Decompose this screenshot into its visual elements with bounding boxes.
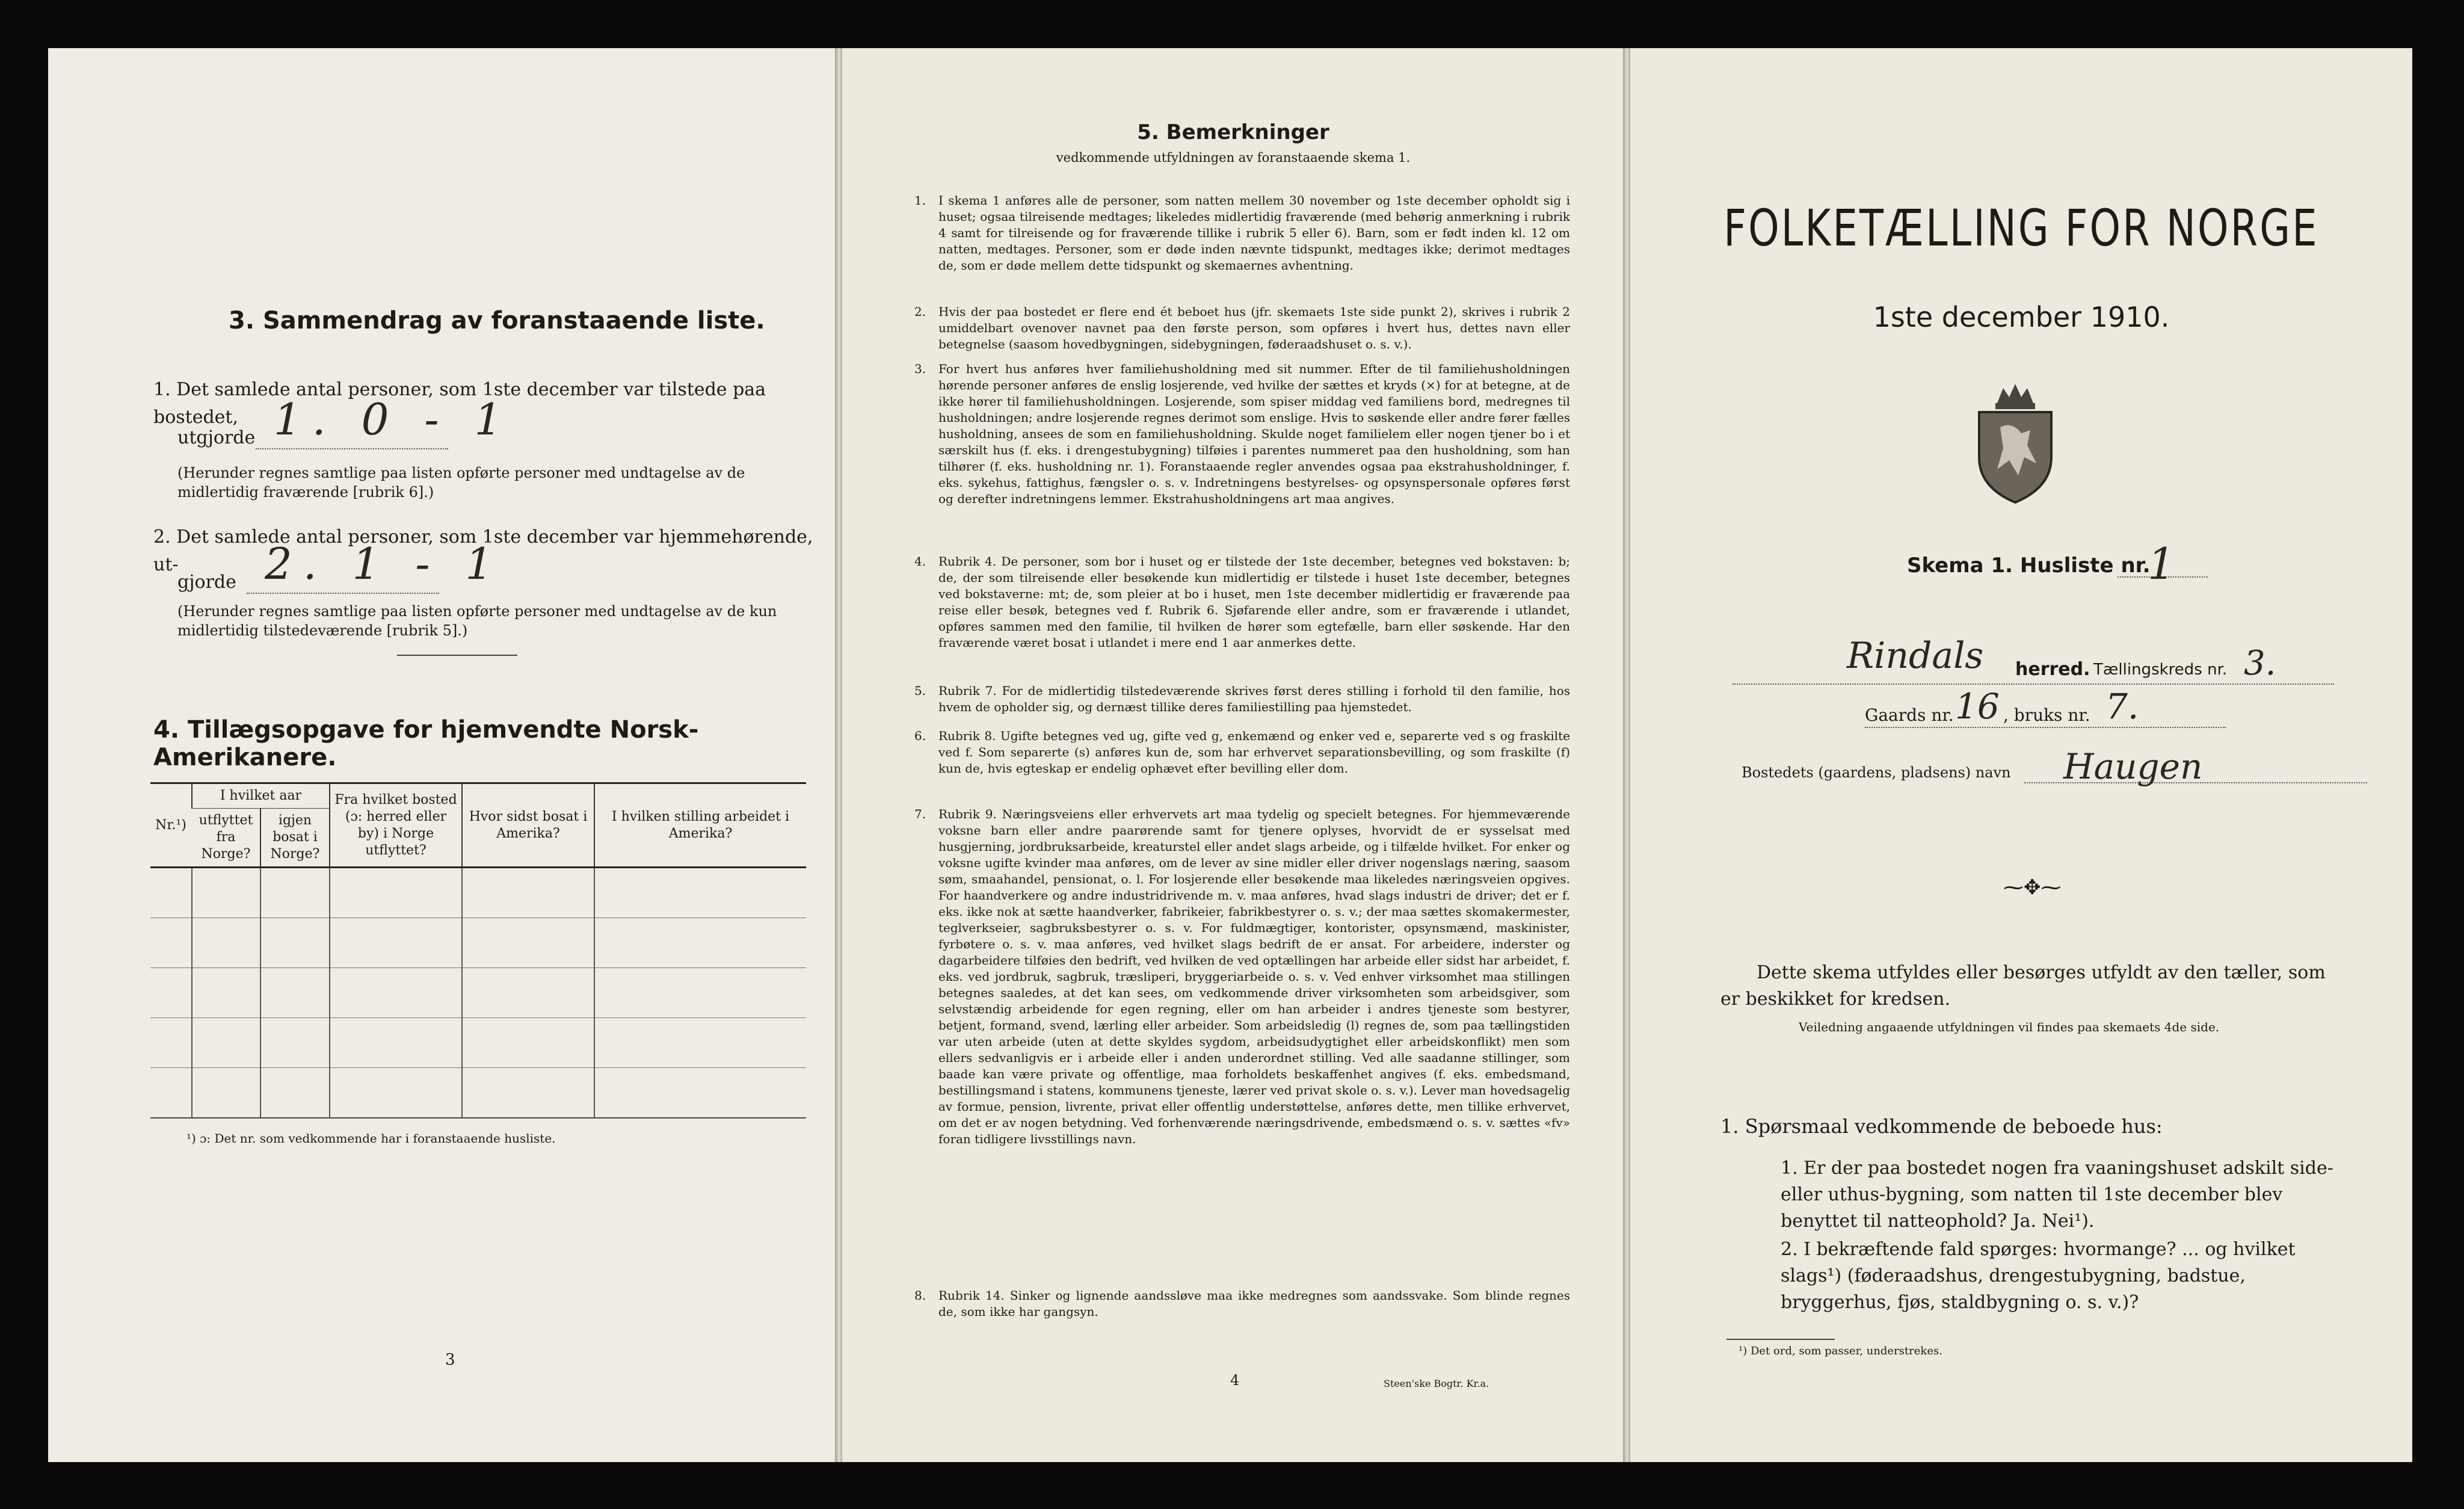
remark-item-1: 1. I skema 1 anføres alle de personer, som natten mellem 30 november og 1ste december opholdt sig i huset; ogsaa tilreisende medtages; likeledes midlertidig fraværende (med behørig anmerkning i rubrik 4 samt for tilreisende og for fraværende tillike i rubrik 5 eller 6). Barn, som er født inden kl. 12 om natten, medtages. Personer, som er døde inden nævnte tidspunkt, medtages ikke; derimot medtages de, som er døde mellem dette tidspunkt og skemaernes avhentning. (914, 193, 1570, 273)
col-group: I hvilket aar (192, 783, 330, 809)
section3-item2-note: (Herunder regnes samtlige paa listen opførte personer med undtagelse av de kun midlertidig tilstedeværende [rubrik 5].) (177, 603, 777, 639)
col-utflyttet: utflyttet fra Norge? (199, 813, 253, 862)
section3-item1-handwritten: 1. 0 - 1 (274, 394, 513, 445)
table-row (150, 1018, 806, 1068)
krets-value: 3. (2244, 644, 2276, 683)
skema-label: Skema 1. Husliste nr. (1907, 554, 2151, 578)
divider (1726, 1339, 1835, 1340)
question-1: 1. Er der paa bostedet nogen fra vaaningshuset adskilt side- eller uthus-bygning, som natten til 1ste december blev benyttet til natteophold? Ja. Nei¹). (1781, 1158, 2333, 1232)
page-left (48, 48, 836, 1462)
dotted-line (247, 593, 439, 594)
veiledning-text: Veiledning angaaende utfyldningen vil findes paa skemaets 4de side. (1799, 1020, 2220, 1034)
census-title: FOLKETÆLLING FOR NORGE (1723, 199, 2319, 258)
intro-text: Dette skema utfyldes eller besørges utfyldt av den tæller, som er beskikket for kredsen. (1720, 962, 2326, 1010)
dotted-line (256, 448, 448, 449)
page-right (1630, 48, 2412, 1462)
section4-footnote: ¹) ɔ: Det nr. som vedkommende har i foranstaaende husliste. (186, 1131, 556, 1146)
col-fra: Fra hvilket bosted (ɔ: herred eller by) i Norge utflyttet? (330, 783, 462, 868)
printer-mark: Steen'ske Bogtr. Kr.a. (1384, 1378, 1489, 1389)
section3-item2-handwritten: 2. 1 - 1 (265, 538, 504, 589)
remark-item-2: 2. Hvis der paa bostedet er flere end ét beboet hus (jfr. skemaets 1ste side punkt 2), skrives i rubrik 2 umiddelbart ovenover navnet paa den første person, som opføres i hvert hus, dettes navn eller betegnelse (saasom hovedbygningen, sidebygningen, føderaadshuset o. s. v.). (914, 304, 1570, 351)
table-row (150, 868, 806, 918)
section3-item1-prefix: utgjorde (177, 427, 256, 448)
page-number: 3 (445, 1351, 455, 1369)
norsk-amerikanere-table (150, 782, 806, 1119)
remarks-subtitle: vedkommende utfyldningen av foranstaaende skema 1. (1056, 150, 1411, 165)
ornament-icon: ⁓✥⁓ (2003, 875, 2062, 900)
remarks-title: 5. Bemerkninger (1137, 120, 1329, 144)
gaards-value: 16 (1955, 686, 2000, 727)
table-row (150, 918, 806, 968)
col-hvor: Hvor sidst bosat i Amerika? (462, 783, 594, 868)
page-number: 4 (1230, 1372, 1240, 1389)
gaards-label: Gaards nr. (1865, 705, 1954, 725)
col-nr: Nr.¹) (150, 783, 192, 868)
table-row (150, 1068, 806, 1119)
remark-item-8: 8. Rubrik 14. Sinker og lignende aandssløve maa ikke medregnes som aandssvake. Som blinde regnes de, som ikke har gangsyn. (914, 1288, 1570, 1319)
divider (397, 655, 517, 656)
section3-item2: 2. Det samlede antal personer, som 1ste december var hjemmehørende, ut- (153, 526, 813, 575)
census-date: 1ste december 1910. (1873, 301, 2170, 333)
section3-title: 3. Sammendrag av foranstaaende liste. (229, 307, 765, 335)
remark-item-7: 7. Rubrik 9. Næringsveiens eller erhvervets art maa tydelig og specielt betegnes. For hjemmeværende voksne barn eller andre paarørende samt for tjenere oplyses, hvorvidt de er sysselsat med husgjerning, jordbruksarbeide, kreaturstel eller andet slags arbeide, og i tilfælde hvilket. For enker og voksne ugifte kvinder maa anføres, om de lever av sine midler eller driver nogenslags næring, saasom søm, smaahandel, pensionat, o. l. For losjerende eller besøkende maa likeledes næringsveien opgives. For haandverkere og andre industridrivende m. v. maa anføres, hvad slags industri de driver; det er f. eks. ikke nok at sætte haandverker, fabrikeier, fabrikbestyrer o. s. v.; der maa sættes skomakermester, teglverkseier, sagbruksbestyrer o. s. v. For fuldmægtiger, kontorister, opsynsmænd, maskinister, fyrbøtere o. s. v. maa anføres, ved hvilket slags bedrift de er ansat. For arbeidere, inderster og dagarbeidere tilføies den bedrift, ved hvilken de ved optællingen har arbeide eller sidst har arbeidet, f. eks. ved jordbruk, sagbruk, træsliperi, bryggeriarbeide o. s. v. Ved enhver virksomhet maa stillingen betegnes saaledes, at det kan sees, om vedkommende driver virksomheten som arbeidsgiver, som selvstændig arbeidende for egen regning, eller om han arbeider i andres tjeneste som bestyrer, betjent, formand, svend, lærling eller arbeider. Som arbeidsledig (l) regnes de, som paa tællingstiden var uten arbeide (uten at dette skyldes sygdom, arbeidsudygtighet eller arbeidskonflikt) men som ellers sedvanligvis er i arbeide eller i anden underordnet stilling. Ved alle saadanne stillinger, som baade kan være private og offentlige, maa forholdets beskaffenhet angives (f. eks. embedsmand, bestillingsmand i statens, kommunens tjeneste, lærer ved privat skole o. s. v.). Lever man hovedsagelig av formue, pension, livrente, privat eller offentlig understøttelse, anføres dette, men tillike erhvervet, om det er av nogen betydning. Ved forhenværende næringsdrivende, embedsmænd o. s. v. sættes «fv» foran tidligere livsstillings navn. (914, 807, 1570, 1146)
bruks-value: 7. (2105, 686, 2139, 727)
remark-item-3: 3. For hvert hus anføres hver familiehusholdning med sit nummer. Efter de til familiehusholdningen hørende personer anføres de enslig losjerende, ved hvilke der sættes et kryds (×) for at betegne, at de ikke hører til familiehusholdningen. Losjerende, som spiser middag ved familiens bord, medregnes til husholdningen; andre losjerende regnes derimot som enslige. Hvis to søskende eller andre fører fælles husholdning, ansees de som en familiehusholdning. Skulde noget familielem eller nogen tjener bo i et særskilt hus (f. eks. i drengestubygning) tilføies i parentes nummeret paa den husholdning, som han tilhører (f. eks. husholdning nr. 1). Foranstaaende regler anvendes ogsaa paa ekstrahusholdninger, f. eks. sykehus, fattighus, fængsler o. s. v. Indretningens bestyrelses- og opsynspersonale opføres først og derefter indretningens lemmer. Ekstrahusholdningens art maa angives. (914, 362, 1570, 506)
krets-label: Tællingskreds nr. (2093, 661, 2228, 679)
norwegian-coat-of-arms-icon (1970, 379, 2060, 505)
herred-value: Rindals (1847, 635, 1984, 677)
table-row (150, 968, 806, 1018)
remark-item-6: 6. Rubrik 8. Ugifte betegnes ved ug, gifte ved g, enkemænd og enker ved e, separerte ved s og fraskilte ved f. Som separerte (s) anføres kun de, som har erhvervet separationsbevilling, og som fraskilte (f) kun de, hvis egteskap er endelig ophævet efter bevilling eller dom. (914, 729, 1570, 776)
bosted-value: Haugen (2063, 746, 2203, 787)
col-stilling: I hvilken stilling arbeidet i Amerika? (594, 783, 806, 868)
section4-title: 4. Tillægsopgave for hjemvendte Norsk-Amerikanere. (153, 716, 699, 771)
herred-label: herred. (2015, 659, 2090, 680)
page-middle (842, 48, 1624, 1462)
bosted-label: Bostedets (gaardens, pladsens) navn (1742, 764, 2011, 781)
remark-item-4: 4. Rubrik 4. De personer, som bor i huset og er tilstede der 1ste december, betegnes ved bokstaven: b; de, der som tilreisende eller besøkende kun midlertidig er tilstede i huset 1ste december, betegnes ved bokstaverne: mt; de, som pleier at bo i huset, men 1ste december midlertidig er fraværende paa reise eller besøk, betegnes ved f. Rubrik 6. Sjøfarende eller andre, som er fraværende i utlandet, opføres sammen med den familie, til hvilken de hører som egtefælle, barn eller søskende. Har den fraværende været bosat i utlandet i mere end 1 aar anmerkes dette. (914, 554, 1570, 650)
questions-title: 1. Spørsmaal vedkommende de beboede hus: (1720, 1115, 2163, 1138)
question-2: 2. I bekræftende fald spørges: hvormange? ... og hvilket slags¹) (føderaadshus, drengestubygning, badstue, bryggerhus, fjøs, staldbygning o. s. v.)? (1781, 1239, 2296, 1313)
col-igjen: igjen bosat i Norge? (260, 809, 330, 868)
section3-item1-note: (Herunder regnes samtlige paa listen opførte personer med undtagelse av de midlertidig fraværende [rubrik 6].) (177, 464, 745, 501)
remark-item-5: 5. Rubrik 7. For de midlertidig tilstedeværende skrives først deres stilling i forhold til den familie, hos hvem de opholder sig, og dernæst tillike deres familiestilling paa hjemstedet. (914, 684, 1570, 714)
section3-item1: 1. Det samlede antal personer, som 1ste december var tilstede paa bostedet, (153, 379, 766, 428)
husliste-nr-value: 1 (2148, 538, 2175, 589)
right-footnote: ¹) Det ord, som passer, understrekes. (1739, 1345, 1942, 1357)
bruks-label: , bruks nr. (2003, 705, 2090, 725)
section3-item2-prefix: gjorde (177, 572, 236, 593)
